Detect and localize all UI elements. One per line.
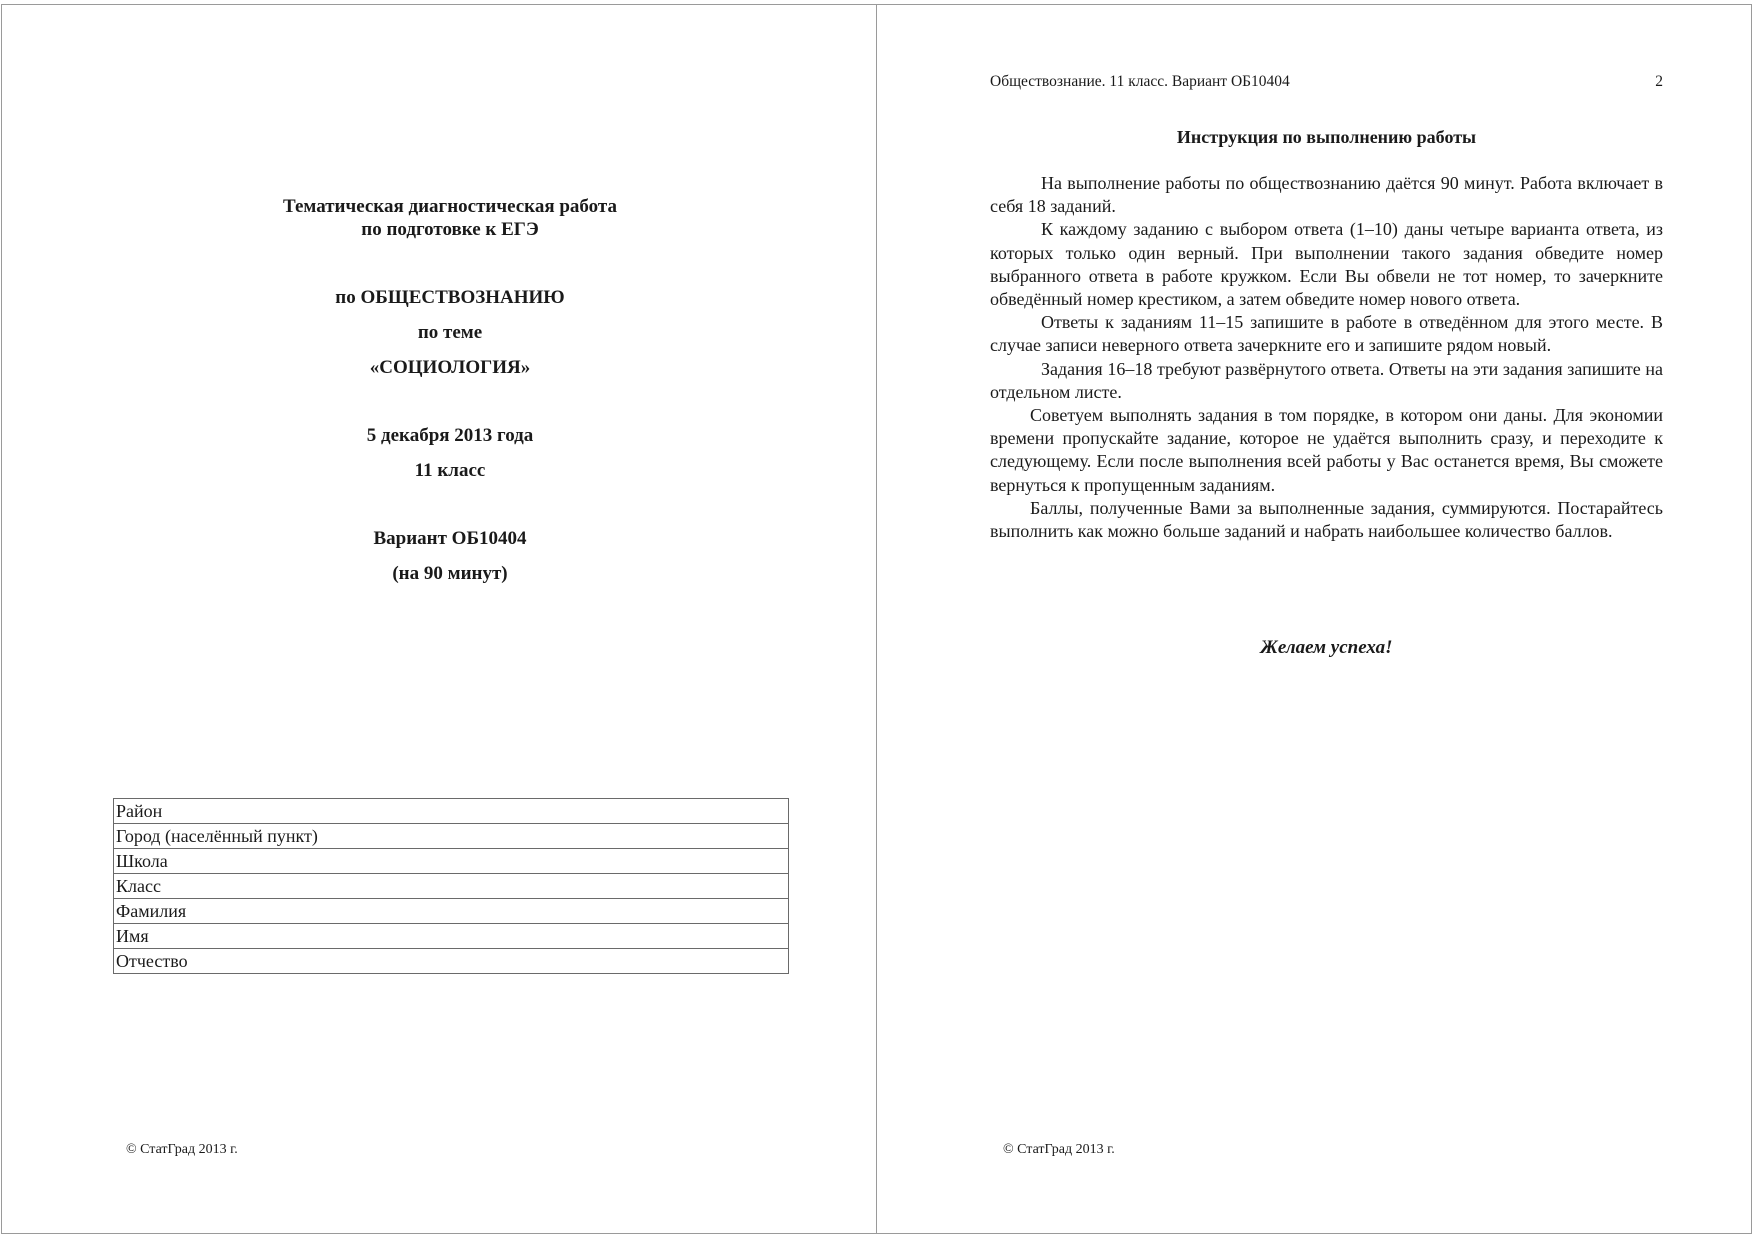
instruction-paragraph: Задания 16–18 требуют развёрнутого ответа. Ответы на эти задания запишите на отдельном листе. xyxy=(990,358,1663,402)
copyright-footer: © СтатГрад 2013 г. xyxy=(126,1142,238,1157)
instruction-paragraph: Ответы к заданиям 11–15 запишите в работе в отведённом для этого месте. В случае записи неверного ответа зачеркните его и запишите рядом новый. xyxy=(990,312,1663,356)
cover-page xyxy=(1,4,877,1234)
form-field-class[interactable]: Класс xyxy=(114,874,789,899)
cover-topic: «СОЦИОЛОГИЯ» xyxy=(369,357,531,378)
cover-duration: (на 90 минут) xyxy=(392,563,508,584)
instruction-paragraph: Баллы, полученные Вами за выполненные задания, суммируются. Постарайтесь выполнить как можно больше заданий и набрать наибольшее количество баллов. xyxy=(990,497,1663,542)
student-info-table xyxy=(113,798,789,974)
cover-title-line1: Тематическая диагностическая работа xyxy=(283,196,617,217)
form-field-city[interactable]: Город (населённый пункт) xyxy=(114,824,789,849)
instruction-paragraph: Советуем выполнять задания в том порядке, в котором они даны. Для экономии времени пропускайте задание, которое не удаётся выполнить сразу, и переходите к следующему. Если после выполнения всей работы у Вас останется время, Вы сможете вернуться к пропущенным заданиям. xyxy=(990,405,1663,495)
running-header xyxy=(990,73,1663,91)
cover-date: 5 декабря 2013 года xyxy=(366,425,534,446)
form-field-name[interactable]: Имя xyxy=(114,924,789,949)
cover-grade: 11 класс xyxy=(414,460,486,481)
copyright-footer: © СтатГрад 2013 г. xyxy=(1003,1142,1115,1157)
form-field-surname[interactable]: Фамилия xyxy=(114,899,789,924)
cover-title-block xyxy=(112,195,788,585)
student-form-row[interactable] xyxy=(114,874,789,899)
cover-title-line2: по подготовке к ЕГЭ xyxy=(361,219,539,240)
instruction-title: Инструкция по выполнению работы xyxy=(1176,127,1477,147)
instruction-body xyxy=(990,172,1663,543)
cover-topic-label: по теме xyxy=(417,322,483,343)
cover-subject: по ОБЩЕСТВОЗНАНИЮ xyxy=(335,287,565,308)
instruction-page xyxy=(876,4,1752,1234)
form-field-patronymic[interactable]: Отчество xyxy=(114,949,789,974)
cover-variant: Вариант ОБ10404 xyxy=(373,528,527,549)
student-form-row[interactable] xyxy=(114,799,789,824)
form-field-district[interactable]: Район xyxy=(114,799,789,824)
student-form-row[interactable] xyxy=(114,949,789,974)
instruction-paragraph: К каждому заданию с выбором ответа (1–10) даны четыре варианта ответа, из которых только один верный. При выполнении такого задания обведите номер выбранного ответа в работе кружком. Если Вы обвели не тот номер, то зачеркните обведённый номер крестиком, а затем обведите номер нового ответа. xyxy=(990,219,1663,310)
student-form-row[interactable] xyxy=(114,849,789,874)
good-luck-text: Желаем успеха! xyxy=(1260,637,1393,658)
instruction-paragraph: На выполнение работы по обществознанию даётся 90 минут. Работа включает в себя 18 заданий. xyxy=(990,173,1663,217)
student-form-row[interactable] xyxy=(114,824,789,849)
student-form-row[interactable] xyxy=(114,924,789,949)
student-form-row[interactable] xyxy=(114,899,789,924)
form-field-school[interactable]: Школа xyxy=(114,849,789,874)
running-head-title: Обществознание. 11 класс. Вариант ОБ10404 xyxy=(990,73,1290,90)
page-number: 2 xyxy=(1655,73,1663,90)
